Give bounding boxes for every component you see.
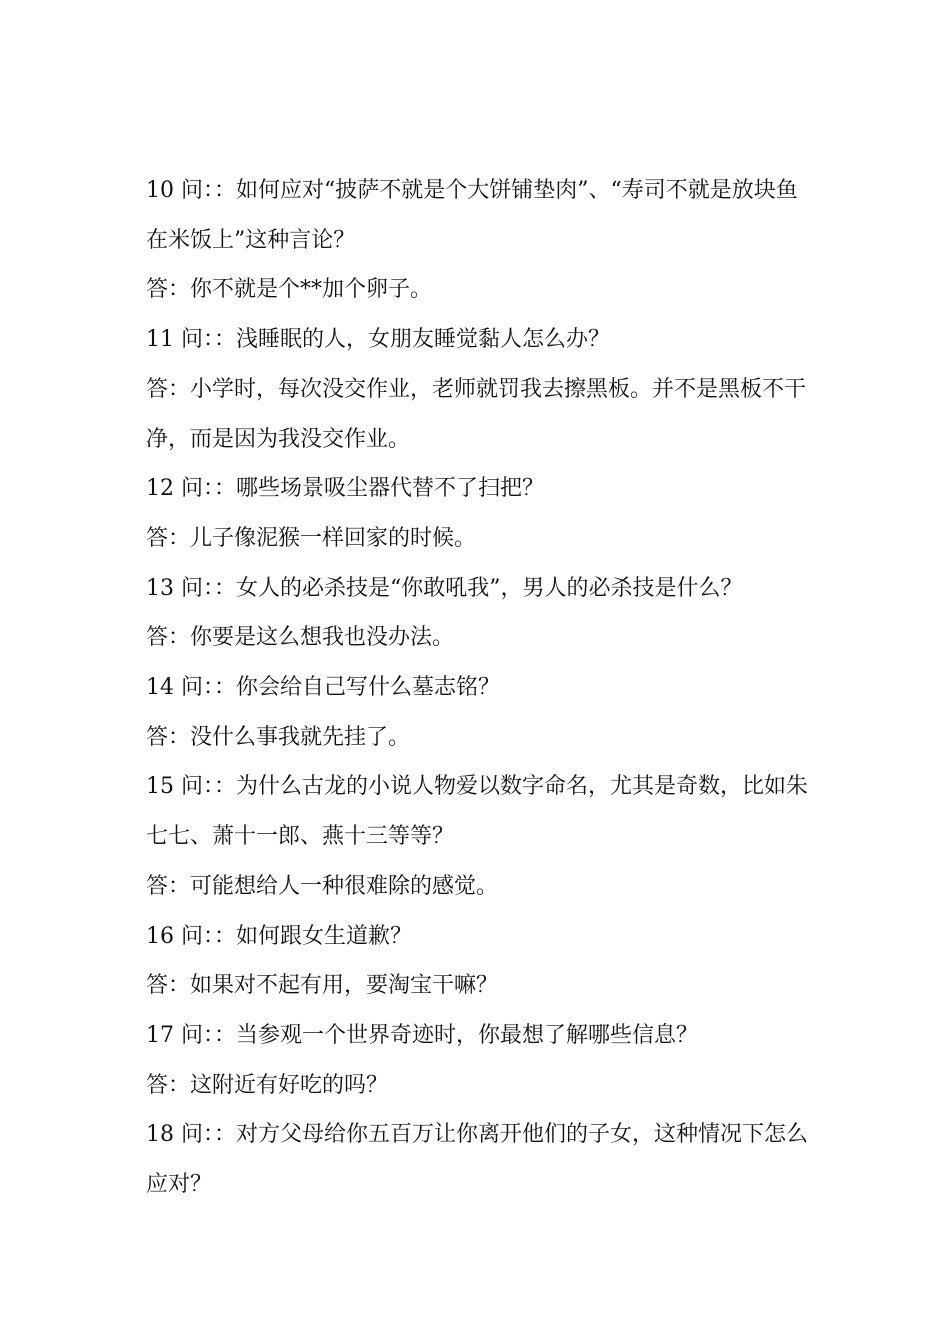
question-17: 17 问：：当参观一个世界奇迹时，你最想了解哪些信息？ bbox=[146, 1022, 698, 1048]
answer-16: 答：如果对不起有用，要淘宝干嘛？ bbox=[146, 973, 499, 999]
answer-10: 答：你不就是个**加个卵子。 bbox=[146, 277, 433, 303]
answer-17: 答：这附近有好吃的吗？ bbox=[146, 1072, 389, 1098]
question-13: 13 问：：女人的必杀技是“你敢吼我”，男人的必杀技是什么？ bbox=[146, 575, 743, 601]
question-18: 18 问：：对方父母给你五百万让你离开他们的子女，这种情况下怎么应对？ bbox=[146, 1122, 808, 1198]
answer-14: 答：没什么事我就先挂了。 bbox=[146, 724, 411, 750]
document-body bbox=[146, 166, 816, 1210]
question-14: 14 问：：你会给自己写什么墓志铭？ bbox=[146, 675, 500, 701]
question-12: 12 问：：哪些场景吸尘器代替不了扫把？ bbox=[146, 476, 544, 502]
question-11: 11 问：：浅睡眠的人，女朋友睡觉黏人怎么办？ bbox=[146, 327, 610, 353]
question-15: 15 问：：为什么古龙的小说人物爱以数字命名，尤其是奇数，比如朱七七、萧十一郎、燕十三等等？ bbox=[146, 774, 808, 850]
answer-12: 答：儿子像泥猴一样回家的时候。 bbox=[146, 525, 477, 551]
question-10: 10 问：：如何应对“披萨不就是个大饼铺垫肉”、“寿司不就是放块鱼在米饭上”这种言论？ bbox=[146, 178, 798, 253]
question-16: 16 问：：如何跟女生道歉？ bbox=[146, 923, 412, 949]
answer-15: 答：可能想给人一种很难除的感觉。 bbox=[146, 873, 499, 899]
answer-11: 答：小学时，每次没交作业，老师就罚我去擦黑板。并不是黑板不干净，而是因为我没交作业。 bbox=[146, 376, 807, 452]
answer-13: 答：你要是这么想我也没办法。 bbox=[146, 625, 455, 651]
